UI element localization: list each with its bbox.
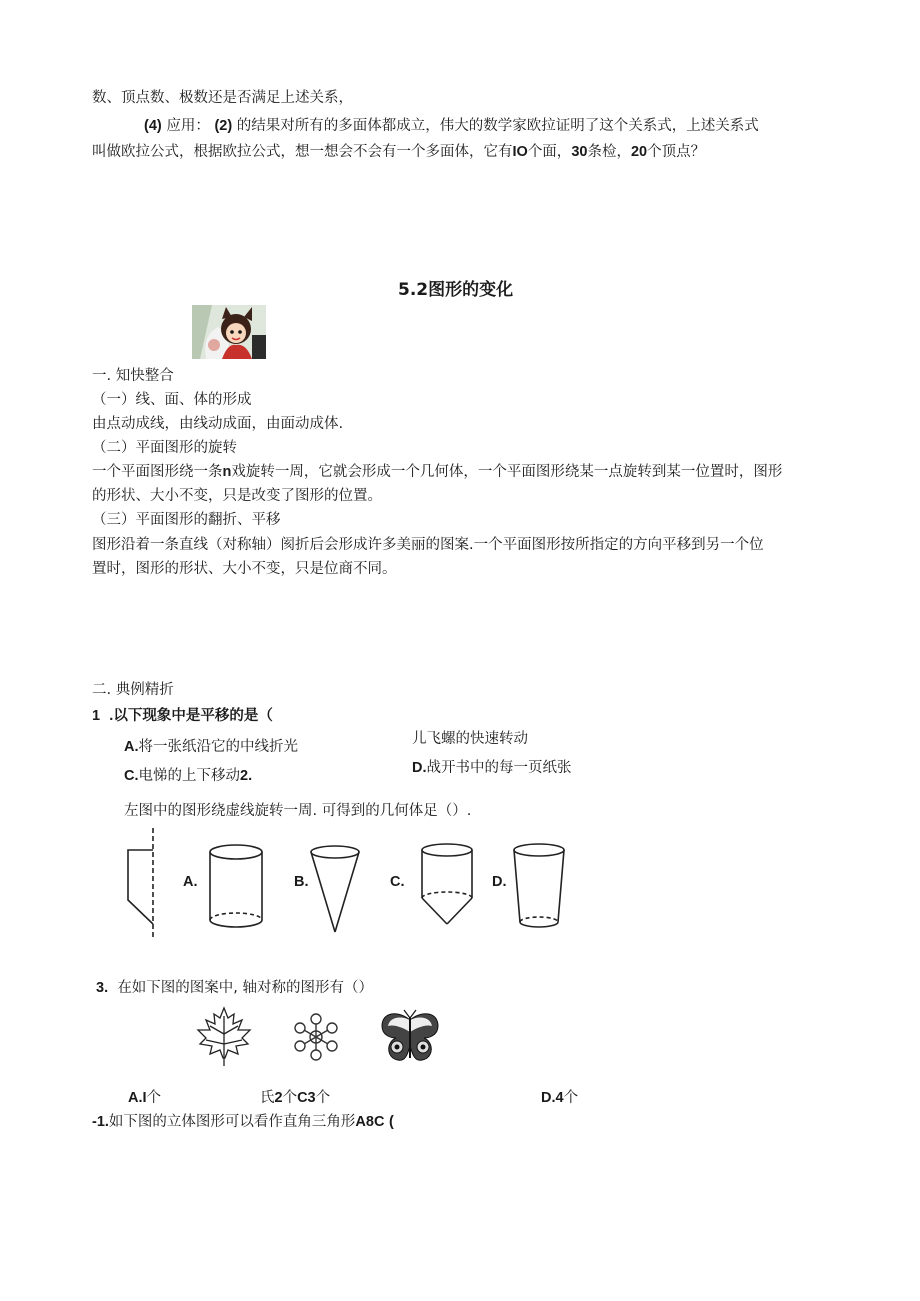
section-title: 5.2图形的变化 xyxy=(398,280,514,300)
intro-line-1: 数、顶点数、极数还是否满足上述关系， xyxy=(92,90,353,106)
snowflake-pattern xyxy=(288,1010,344,1064)
question-number: 1 xyxy=(92,708,101,724)
question-2: 左图中的图形绕虚线旋转一周. 可得到的几何体足（）. xyxy=(124,803,472,819)
q2-label-b: B. xyxy=(294,874,309,890)
option-d-frustum xyxy=(514,844,564,927)
q3-option-a: A.I个 xyxy=(128,1090,162,1106)
q1-option-d: D.战开书中的每一页纸张 xyxy=(412,760,572,776)
s1-title: （一）线、面、体的形成 xyxy=(92,392,252,408)
option-b-cone xyxy=(311,846,359,932)
q1-option-b: 儿飞螺的快速转动 xyxy=(412,731,528,747)
s3-line-2: 置时，图形的形状、大小不变，只是位商不同。 xyxy=(92,561,397,577)
q2-label-a: A. xyxy=(183,874,198,890)
question-3: 3. 在如下图的图案中, 轴对称的图形有（） xyxy=(96,980,374,996)
q1-option-a: A.将一张纸沿它的中线折光 xyxy=(124,739,298,755)
q3-option-d: D.4个 xyxy=(541,1090,579,1106)
q2-label-d: D. xyxy=(492,874,507,890)
s3-title: （三）平面图形的翻折、平移 xyxy=(92,512,281,528)
s2-title: （二）平面图形的旋转 xyxy=(92,440,237,456)
s1-text: 由点动成线，由线动成面，由面动成体. xyxy=(92,416,344,432)
intro-line-3: 叫做欧拉公式，根据欧拉公式，想一想会不会有一个多面体，它有IO个面，30条检，20个顶点？ xyxy=(92,144,706,160)
examples-heading: 二. 典例精折 xyxy=(92,682,174,698)
s2-line-1: 一个平面图形绕一条n戏旋转一周，它就会形成一个几何体，一个平面图形绕某一点旋转到某一位置时，图形 xyxy=(92,464,783,480)
butterfly-pattern xyxy=(378,1008,442,1066)
plane-shape xyxy=(128,850,153,924)
question-4: -1.如下图的立体图形可以看作直角三角形A8C ( xyxy=(92,1114,394,1130)
q1-option-c: C.电悌的上下移动2. xyxy=(124,768,253,784)
q3-option-bc: 氏2个C3个 xyxy=(260,1090,331,1106)
intro-line-2: (4) 应用： (2) 的结果对所有的多面体都成立，伟大的数学家欧拉证明了这个关系式，上述关系式 xyxy=(144,118,759,134)
option-c-cylinder-cone xyxy=(422,844,472,924)
sub-question-4: (4) xyxy=(144,118,162,134)
doll-picture xyxy=(192,305,266,359)
q2-label-c: C. xyxy=(390,874,405,890)
maple-leaf-pattern xyxy=(192,1004,256,1068)
s2-line-2: 的形状、大小不变，只是改变了图形的位置。 xyxy=(92,488,382,504)
option-a-cylinder xyxy=(210,845,262,927)
question-1: 1 .以下现象中是平移的是（ xyxy=(92,708,273,724)
s3-line-1: 图形沿着一条直线（对称轴）阂折后会形成许多美丽的图案.一个平面图形按所指定的方向平移到另一个位 xyxy=(92,537,764,553)
knowledge-heading: 一. 知快整合 xyxy=(92,368,174,384)
ref-question-2: (2) xyxy=(214,118,233,134)
